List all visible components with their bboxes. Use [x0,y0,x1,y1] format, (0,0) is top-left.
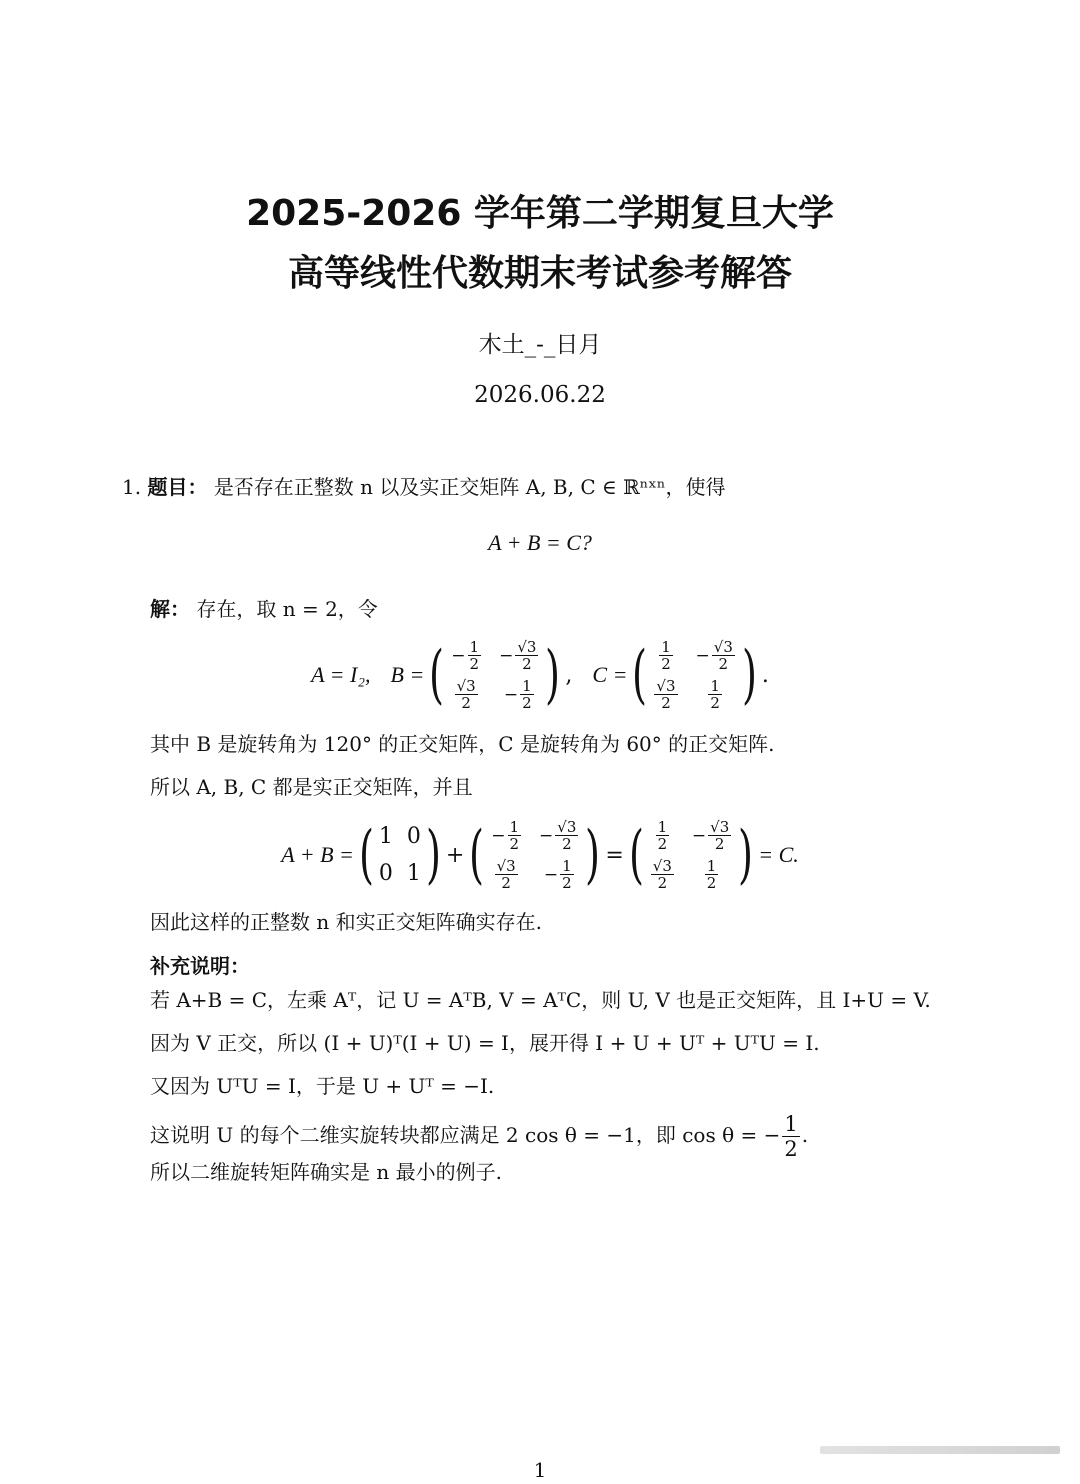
equals-sign: = [605,842,624,868]
supplement-line-4 [150,1112,808,1161]
matrix-c-entries [652,639,736,711]
matrix-a-def: A = I₂, [311,662,371,687]
sum-lhs: A + B = [281,842,354,867]
title-line-1: 2025-2026 学年第二学期复旦大学 [246,193,834,234]
matrix-c-entry: 1 2 [661,638,671,673]
supplement-line-2: 因为 V 正交，所以 (I + U)ᵀ(I + U) = I，展开得 I + U + Uᵀ + UᵀU = I. [150,1031,820,1055]
matrix-c-entry: 1 2 [706,857,717,892]
supplement-line-5: 所以二维旋转矩阵确实是 n 最小的例子. [150,1160,502,1184]
cos-fraction-numerator: 1 [784,1112,798,1136]
matrix-identity-entry: 0 [406,824,421,849]
solution-intro [150,595,378,623]
solution-conclusion: 因此这样的正整数 n 和实正交矩阵确实存在. [150,910,542,934]
matrix-b-entry: − $\frac{1}{2}$ [451,638,480,673]
matrix-c-repeat-entries [649,819,733,891]
matrix-c-entry: − $\frac{√3}{2}$ [691,818,730,853]
problem-equation: A + B = C? [488,530,592,555]
matrix-c-label: C = [592,662,628,687]
supplement-line-4-text: 这说明 U 的每个二维实旋转块都应满足 2 cos θ = −1，即 cos θ = − [150,1123,781,1147]
author: 木土_-_日月 [478,332,602,358]
matrix-c-repeat: ( 1 2 − $\frac{√3}{2}$ √3 2 1 2 ) [628,818,754,892]
supplement-line-1: 若 A+B = C，左乘 Aᵀ，记 U = AᵀB, V = AᵀC，则 U, V 也是正交矩阵，且 I+U = V. [150,988,931,1012]
scan-artifact-bar [820,1446,1060,1454]
matrix-c: ( 1 2 − $\frac{√3}{2}$ √3 2 1 2 ) [632,638,757,712]
problem-label: 题目： [147,475,208,499]
matrix-b-entry: − $\frac{1}{2}$ [503,677,532,712]
date: 2026.06.22 [474,382,606,408]
matrix-b-entry: − $\frac{√3}{2}$ [499,638,537,673]
matrix-identity-entries [379,824,421,886]
matrix-b-entry: − $\frac{1}{2}$ [491,818,520,853]
solution-label: 解： [150,597,190,621]
matrix-definitions: A = I₂, B = ( − $\frac{1}{2}$ − $\frac{√3}{2}$ √3 2 − $\frac{1}{2}$ ) , C = ( 1 2 − $\frac{√3}{2}$ √3 2 1 2 ) . [311,638,769,712]
sum-rhs: = C. [758,842,799,867]
matrix-b-entries [449,639,540,711]
matrix-b-entry: √3 2 [496,857,516,892]
supplement-line-3: 又因为 UᵀU = I，于是 U + Uᵀ = −I. [150,1074,495,1098]
sum-equation [0,820,1080,890]
page-number: 1 [533,1458,547,1482]
matrix-b: ( − $\frac{1}{2}$ − $\frac{√3}{2}$ √3 2 − $\frac{1}{2}$ ) [429,638,561,712]
matrix-c-entry: − $\frac{√3}{2}$ [695,638,733,673]
matrix-b-repeat-entries [489,819,580,891]
cos-fraction-denominator: 2 [784,1137,798,1161]
matrix-identity-entry: 1 [406,861,421,886]
matrix-c-entry: 1 2 [710,677,720,712]
matrix-b-entry: − $\frac{√3}{2}$ [539,818,577,853]
matrix-c-entry: √3 2 [656,677,676,712]
matrix-b-repeat: ( − $\frac{1}{2}$ − $\frac{√3}{2}$ √3 2 − $\frac{1}{2}$ ) [469,818,601,892]
problem-statement [122,473,726,501]
supplement-label: 补充说明： [150,954,250,978]
cos-fraction [782,1112,799,1161]
matrix-b-entry: √3 2 [456,677,476,712]
plus-sign: + [445,842,465,868]
problem-number: 1. [122,475,142,499]
solution-line-2: 所以 A, B, C 都是实正交矩阵，并且 [150,775,473,799]
matrix-identity-entry: 0 [378,861,393,886]
problem-text: 是否存在正整数 n 以及实正交矩阵 A, B, C ∈ ℝⁿˣⁿ，使得 [213,475,726,499]
matrix-c-entry: 1 2 [657,818,668,853]
matrix-b-label: B = [390,662,425,687]
matrix-identity: ( 1 0 0 1 ) [358,818,441,892]
matrix-c-entry: √3 2 [652,857,672,892]
matrix-identity-entry: 1 [378,824,393,849]
solution-intro-text: 存在，取 n = 2，令 [196,597,378,621]
solution-line-1: 其中 B 是旋转角为 120° 的正交矩阵，C 是旋转角为 60° 的正交矩阵. [150,732,775,756]
supplement-line-4-end: . [801,1123,809,1147]
title-line-2: 高等线性代数期末考试参考解答 [287,253,792,294]
matrix-b-entry: − $\frac{1}{2}$ [543,857,572,892]
